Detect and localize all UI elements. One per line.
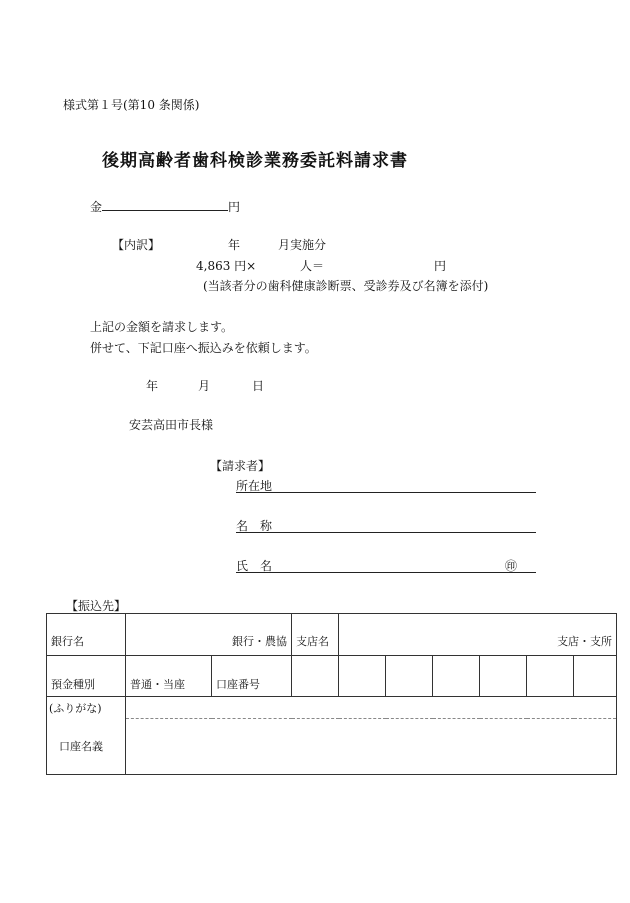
request-line-2: 併せて、下記口座へ振込みを依頼します。 bbox=[90, 341, 317, 355]
breakdown-label: 【内訳】 bbox=[112, 238, 161, 252]
table-row bbox=[47, 656, 617, 697]
bank-suffix: 銀行・農協 bbox=[232, 635, 287, 648]
seal-mark: ㊞ bbox=[505, 559, 518, 573]
breakdown-month: 月実施分 bbox=[278, 238, 327, 252]
person-field[interactable] bbox=[236, 572, 536, 573]
address-label: 所在地 bbox=[236, 479, 273, 493]
table-row bbox=[47, 697, 617, 719]
holder-label: 口座名義 bbox=[47, 719, 126, 775]
account-digit-3[interactable] bbox=[386, 656, 433, 697]
branch-label: 支店名 bbox=[292, 614, 339, 656]
account-digit-2[interactable] bbox=[339, 656, 386, 697]
account-digit-1[interactable] bbox=[292, 656, 339, 697]
breakdown-year: 年 bbox=[228, 238, 241, 252]
branch-field[interactable] bbox=[339, 614, 617, 656]
holder-field[interactable] bbox=[126, 719, 617, 775]
bank-name-field[interactable] bbox=[126, 614, 292, 656]
breakdown-note: (当該者分の歯科健康診断票、受診券及び名簿を添付) bbox=[203, 279, 489, 293]
account-digit-4[interactable] bbox=[433, 656, 480, 697]
bank-table bbox=[46, 613, 617, 775]
breakdown-unit-price: 4,863 円× bbox=[196, 259, 257, 273]
furigana-label: (ふりがな) bbox=[47, 697, 126, 719]
account-digit-5[interactable] bbox=[480, 656, 527, 697]
name-label: 名 称 bbox=[236, 519, 273, 533]
amount-suffix: 円 bbox=[228, 200, 241, 214]
account-number-label: 口座番号 bbox=[212, 656, 292, 697]
amount-prefix: 金 bbox=[90, 200, 103, 214]
account-type-options[interactable]: 普通・当座 bbox=[126, 656, 212, 697]
person-label: 氏 名 bbox=[236, 559, 273, 573]
address-field[interactable] bbox=[236, 492, 536, 493]
table-row bbox=[47, 719, 617, 775]
account-digit-6[interactable] bbox=[527, 656, 574, 697]
amount-line bbox=[90, 197, 240, 215]
branch-suffix: 支店・支所 bbox=[557, 635, 613, 648]
bank-name-label: 銀行名 bbox=[47, 614, 126, 656]
addressee: 安芸高田市長様 bbox=[129, 418, 214, 432]
request-line-1: 上記の金額を請求します。 bbox=[90, 320, 234, 334]
requester-heading: 【請求者】 bbox=[210, 459, 271, 473]
account-type-label: 預金種別 bbox=[47, 656, 126, 697]
page-title: 後期高齢者歯科検診業務委託料請求書 bbox=[102, 151, 408, 171]
date-year: 年 bbox=[146, 379, 159, 393]
form-number: 様式第１号(第10 条関係) bbox=[63, 98, 200, 112]
breakdown-yen: 円 bbox=[434, 259, 447, 273]
bank-heading: 【振込先】 bbox=[66, 599, 127, 613]
breakdown-persons: 人＝ bbox=[300, 259, 325, 273]
amount-field[interactable] bbox=[102, 197, 228, 211]
date-day: 日 bbox=[252, 379, 265, 393]
table-row bbox=[47, 614, 617, 656]
date-month: 月 bbox=[198, 379, 211, 393]
name-field[interactable] bbox=[236, 532, 536, 533]
account-digit-7[interactable] bbox=[574, 656, 617, 697]
furigana-field[interactable] bbox=[126, 697, 617, 719]
